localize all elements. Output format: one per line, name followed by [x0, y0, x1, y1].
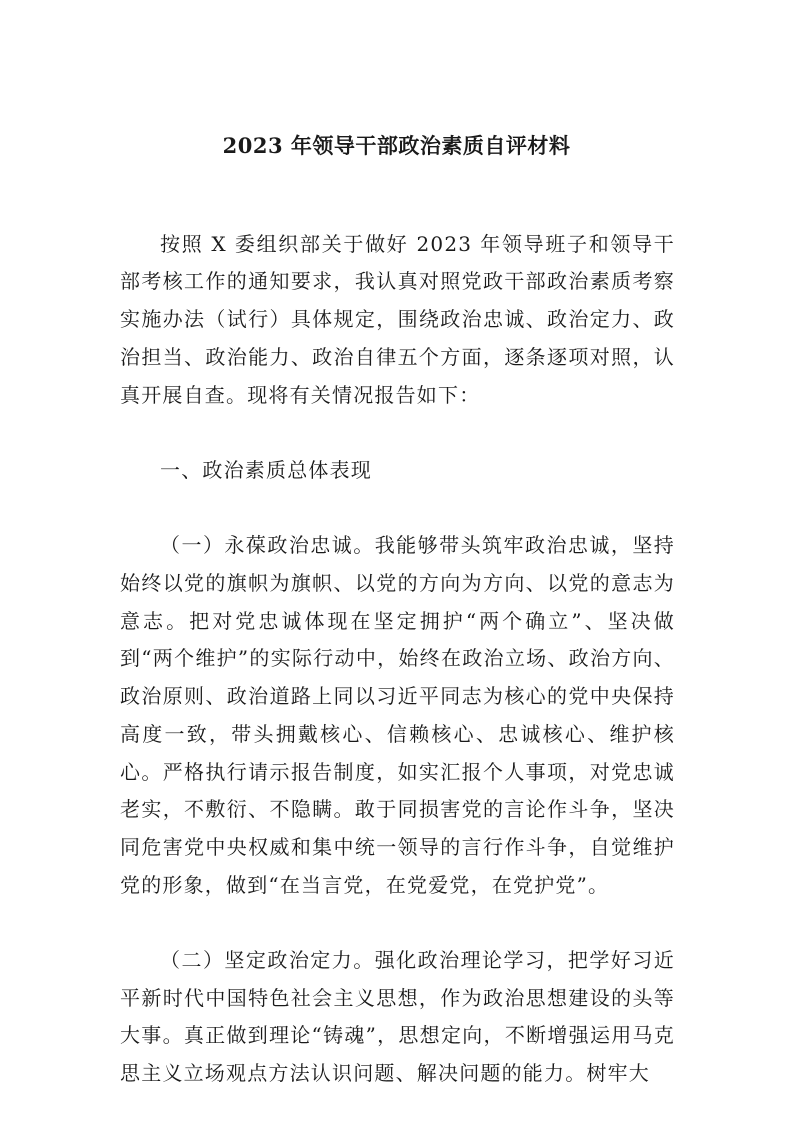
subsection-paragraph-1: （一）永葆政治忠诚。我能够带头筑牢政治忠诚，坚持始终以党的旗帜为旗帜、以党的方向为方向、以党的意志为意志。把对党忠诚体现在坚定拥护“两个确立”、坚决做到“两个维护”的实际行动中，始终在政治立场、政治方向、政治原则、政治道路上同以习近平同志为核心的党中央保持高度一致，带头拥戴核心、信赖核心、忠诚核心、维护核心。严格执行请示报告制度，如实汇报个人事项，对党忠诚老实，不敷衍、不隐瞒。敢于同损害党的言论作斗争，坚决同危害党中央权威和集中统一领导的言行作斗争，自觉维护党的形象，做到“在当言党，在党爱党，在党护党”。 — [120, 533, 675, 897]
intro-paragraph: 按照 X 委组织部关于做好 2023 年领导班子和领导干部考核工作的通知要求，我认真对照党政干部政治素质考察实施办法（试行）具体规定，围绕政治忠诚、政治定力、政治担当、政治能力、政治自律五个方面，逐条逐项对照，认真开展自查。现将有关情况报告如下： — [120, 231, 675, 407]
subsection-paragraph-2: （二）坚定政治定力。强化政治理论学习，把学好习近平新时代中国特色社会主义思想，作为政治思想建设的头等大事。真正做到理论“铸魂”，思想定向，不断增强运用马克思主义立场观点方法认识问题、解决问题的能力。树牢大 — [120, 948, 675, 1086]
section-heading: 一、政治素质总体表现 — [160, 457, 372, 482]
document-title: 2023 年领导干部政治素质自评材料 — [222, 133, 571, 158]
document-body — [120, 188, 675, 1131]
